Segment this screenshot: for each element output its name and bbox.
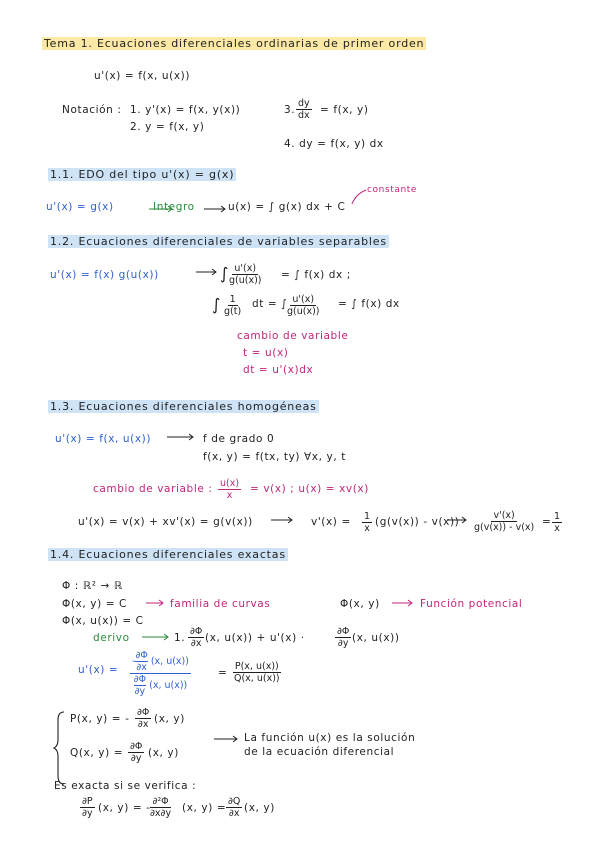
s12-t-eq: t = u(x) — [243, 347, 289, 359]
s14-Q-fraction: $\frac{\partial\Phi}{\partial y}$ — [130, 741, 143, 764]
s13-line3-c: (g(v(x)) - v(x)) — [375, 516, 460, 528]
page-title: Tema 1. Ecuaciones diferenciales ordinarias de primer orden — [44, 37, 425, 50]
s12-cambio-label: cambio de variable — [237, 330, 349, 342]
s14-exacta-label: Es exacta si se verifica : — [54, 780, 197, 792]
s14-uprime-eq: = — [218, 667, 228, 679]
s14-P-fraction: $\frac{\partial\Phi}{\partial x}$ — [137, 707, 150, 730]
s12-dt-def: dt = u'(x)dx — [243, 364, 314, 376]
notation-4: 4. dy = f(x, y) dx — [284, 138, 384, 150]
s13-line3-a: u'(x) = v(x) + xv'(x) = g(v(x)) — [78, 516, 253, 528]
s14-phi-potencial: Φ(x, y) — [340, 598, 380, 610]
s14-phi-map: Φ : ℝ² → ℝ — [62, 580, 123, 592]
s11-lhs: u'(x) = g(x) — [46, 201, 114, 213]
s13-f-homogenea: f(x, y) = f(tx, ty) ∀x, y, t — [203, 451, 346, 463]
s12-fraction-3: $\frac{u'(x)}{g(u(x))}$ — [287, 294, 320, 317]
s14-ex-arg2: (x, y) = — [182, 802, 227, 814]
s12-eq1-rhs: = ∫ f(x) dx ; — [281, 269, 351, 281]
s14-uprime-label: u'(x) = — [78, 664, 119, 676]
main-equation: u'(x) = f(x, u(x)) — [94, 70, 191, 82]
s11-integro-label: Integro — [153, 201, 195, 213]
notation-label: Notación : — [62, 104, 122, 116]
s11-constante-label: constante — [367, 185, 418, 195]
s14-familia-label: familia de curvas — [170, 598, 271, 610]
s12-fraction-2: $\frac{1}{g(t)}$ — [224, 294, 242, 317]
s13-line3-e: = — [542, 516, 552, 528]
notation-1: 1. y'(x) = f(x, y(x)) — [130, 104, 241, 116]
s13-cambio-fraction: $\frac{u(x)}{x}$ — [220, 478, 240, 501]
s14-deriv-arg2: (x, u(x)) — [352, 632, 400, 644]
s13-cambio-rest: = v(x) ; u(x) = xv(x) — [250, 483, 369, 495]
notation-2: 2. y = f(x, y) — [130, 121, 205, 133]
s14-ex-arg3: (x, y) — [244, 802, 275, 814]
s12-eq2-rhs: = ∫ f(x) dx — [338, 298, 400, 310]
s14-funcion-potencial-label: Función potencial — [420, 598, 523, 610]
s14-deriv-frac-x: $\frac{\partial\Phi}{\partial x}$ — [190, 626, 203, 649]
s14-ex-dP-dy: $\frac{\partial P}{\partial y}$ — [82, 796, 93, 819]
s13-line3-d-fraction: $\frac{v'(x)}{g(v(x)) - v(x)}$ — [474, 510, 535, 533]
s13-equation: u'(x) = f(x, u(x)) — [55, 433, 152, 445]
s14-pq-fraction: $\frac{P(x, u(x))}{Q(x, u(x))}$ — [234, 661, 280, 684]
s14-solucion-line2: de la ecuación diferencial — [244, 746, 395, 758]
notation-3-prefix: 3. — [284, 104, 296, 116]
s14-uprime-fraction: - ∂Φ ∂x (x, u(x)) ∂Φ ∂y (x, u(x)) — [132, 650, 189, 697]
notation-3-fraction: $\frac{dy}{dx}$ — [298, 98, 310, 121]
s12-integral-1: ∫ — [220, 264, 229, 283]
section-1-3-heading: 1.3. Ecuaciones diferenciales homogéneas — [50, 400, 317, 413]
s14-phi-u: Φ(x, u(x)) = C — [62, 615, 144, 627]
s14-deriv-frac-y: $\frac{\partial\Phi}{\partial y}$ — [337, 626, 350, 649]
section-1-1-heading: 1.1. EDO del tipo u'(x) = g(x) — [50, 168, 235, 181]
s14-P-label: P(x, y) = - — [70, 713, 130, 725]
s14-phi-c: Φ(x, y) = C — [62, 598, 127, 610]
s14-solucion-line1: La función u(x) es la solución — [244, 732, 416, 744]
s14-ex-d2phi: $\frac{\text{∂²Φ}}{\partial x\partial y}$ — [150, 796, 172, 819]
s11-rhs: u(x) = ∫ g(x) dx + C — [228, 201, 346, 213]
s12-integral-2: ∫ — [212, 295, 221, 314]
notation-3-suffix: = f(x, y) — [320, 104, 369, 116]
s14-P-arg: (x, y) — [154, 713, 185, 725]
section-1-4-heading: 1.4. Ecuaciones diferenciales exactas — [50, 548, 286, 561]
s14-deriv-arg1: (x, u(x)) + u'(x) · — [205, 632, 305, 644]
s12-fraction-1: $\frac{u'(x)}{g(u(x))}$ — [229, 263, 262, 286]
s14-deriv-1: 1. — [174, 632, 186, 644]
s13-f-grado: f de grado 0 — [203, 433, 275, 445]
section-1-2-heading: 1.2. Ecuaciones diferenciales de variables separables — [50, 235, 387, 248]
s14-derivo-label: derivo — [93, 632, 130, 644]
s14-ex-dQ-dx: $\frac{\partial Q}{\partial x}$ — [228, 796, 241, 819]
s12-equation: u'(x) = f(x) g(u(x)) — [50, 269, 159, 281]
s14-Q-label: Q(x, y) = — [70, 747, 124, 759]
s13-cambio-label: cambio de variable : — [93, 483, 213, 495]
s14-ex-arg1: (x, y) = - — [98, 802, 151, 814]
s12-dt-eq: dt = ∫ — [252, 298, 288, 310]
s13-line3-b-fraction: $\frac{1}{x}$ — [364, 511, 371, 534]
s13-line3-e-fraction: $\frac{1}{x}$ — [554, 511, 561, 534]
s13-line3-b: v'(x) = — [311, 516, 351, 528]
s14-Q-arg: (x, y) — [148, 747, 179, 759]
